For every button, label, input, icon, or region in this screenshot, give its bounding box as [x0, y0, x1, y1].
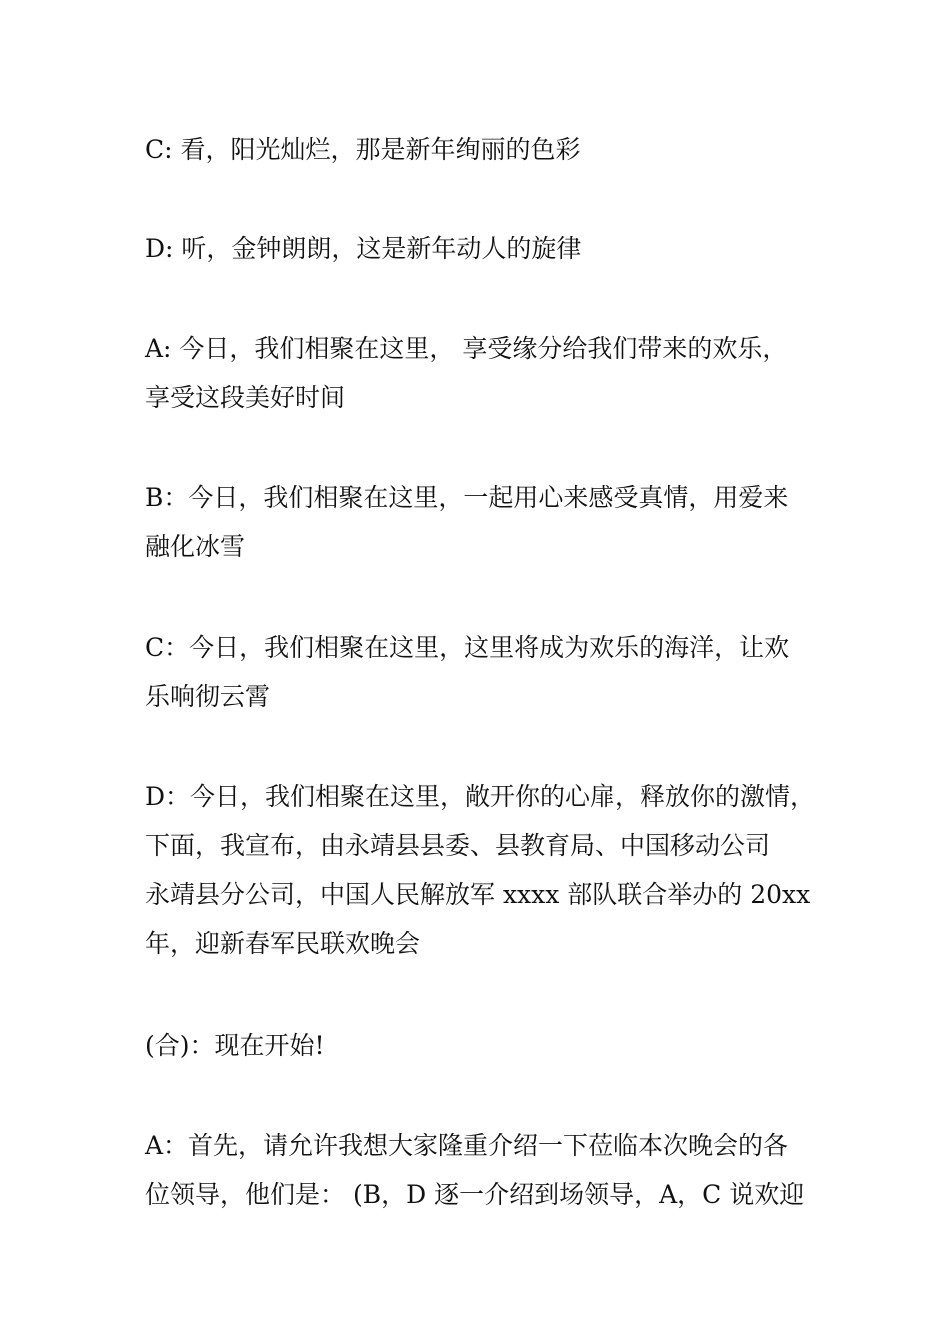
text-line: 永靖县分公司，中国人民解放军 xxxx 部队联合举办的 20xx — [145, 880, 811, 909]
text-line: 年，迎新春军民联欢晚会 — [145, 929, 421, 958]
text-line: A：首先，请允许我想大家隆重介绍一下莅临本次晚会的各 — [145, 1131, 789, 1160]
paragraph-5 — [145, 623, 835, 721]
text-line: 融化冰雪 — [145, 532, 246, 561]
text-line: 乐响彻云霄 — [145, 682, 271, 711]
paragraph-2 — [145, 224, 835, 273]
paragraph-6 — [145, 772, 835, 968]
paragraph-3 — [145, 324, 835, 422]
paragraph-7 — [145, 1021, 835, 1070]
text-line: D: 听，金钟朗朗，这是新年动人的旋律 — [145, 234, 582, 263]
text-line: C：今日，我们相聚在这里，这里将成为欢乐的海洋，让欢 — [145, 633, 790, 662]
text-line: B：今日，我们相聚在这里，一起用心来感受真情，用爱来 — [145, 483, 789, 512]
text-line: D：今日，我们相聚在这里，敞开你的心扉，释放你的激情， — [145, 782, 816, 811]
text-line: 位领导，他们是： (B，D 逐一介绍到场领导，A，C 说欢迎 — [145, 1180, 805, 1209]
paragraph-8 — [145, 1121, 835, 1219]
text-line: A: 今日，我们相聚在这里， 享受缘分给我们带来的欢乐， — [145, 334, 788, 363]
text-line: 享受这段美好时间 — [145, 383, 346, 412]
text-line: (合)：现在开始! — [145, 1031, 325, 1060]
paragraph-1 — [145, 125, 835, 174]
text-line: 下面，我宣布，由永靖县县委、县教育局、中国移动公司 — [145, 831, 771, 860]
text-line: C: 看，阳光灿烂，那是新年绚丽的色彩 — [145, 135, 581, 164]
paragraph-4 — [145, 473, 835, 571]
